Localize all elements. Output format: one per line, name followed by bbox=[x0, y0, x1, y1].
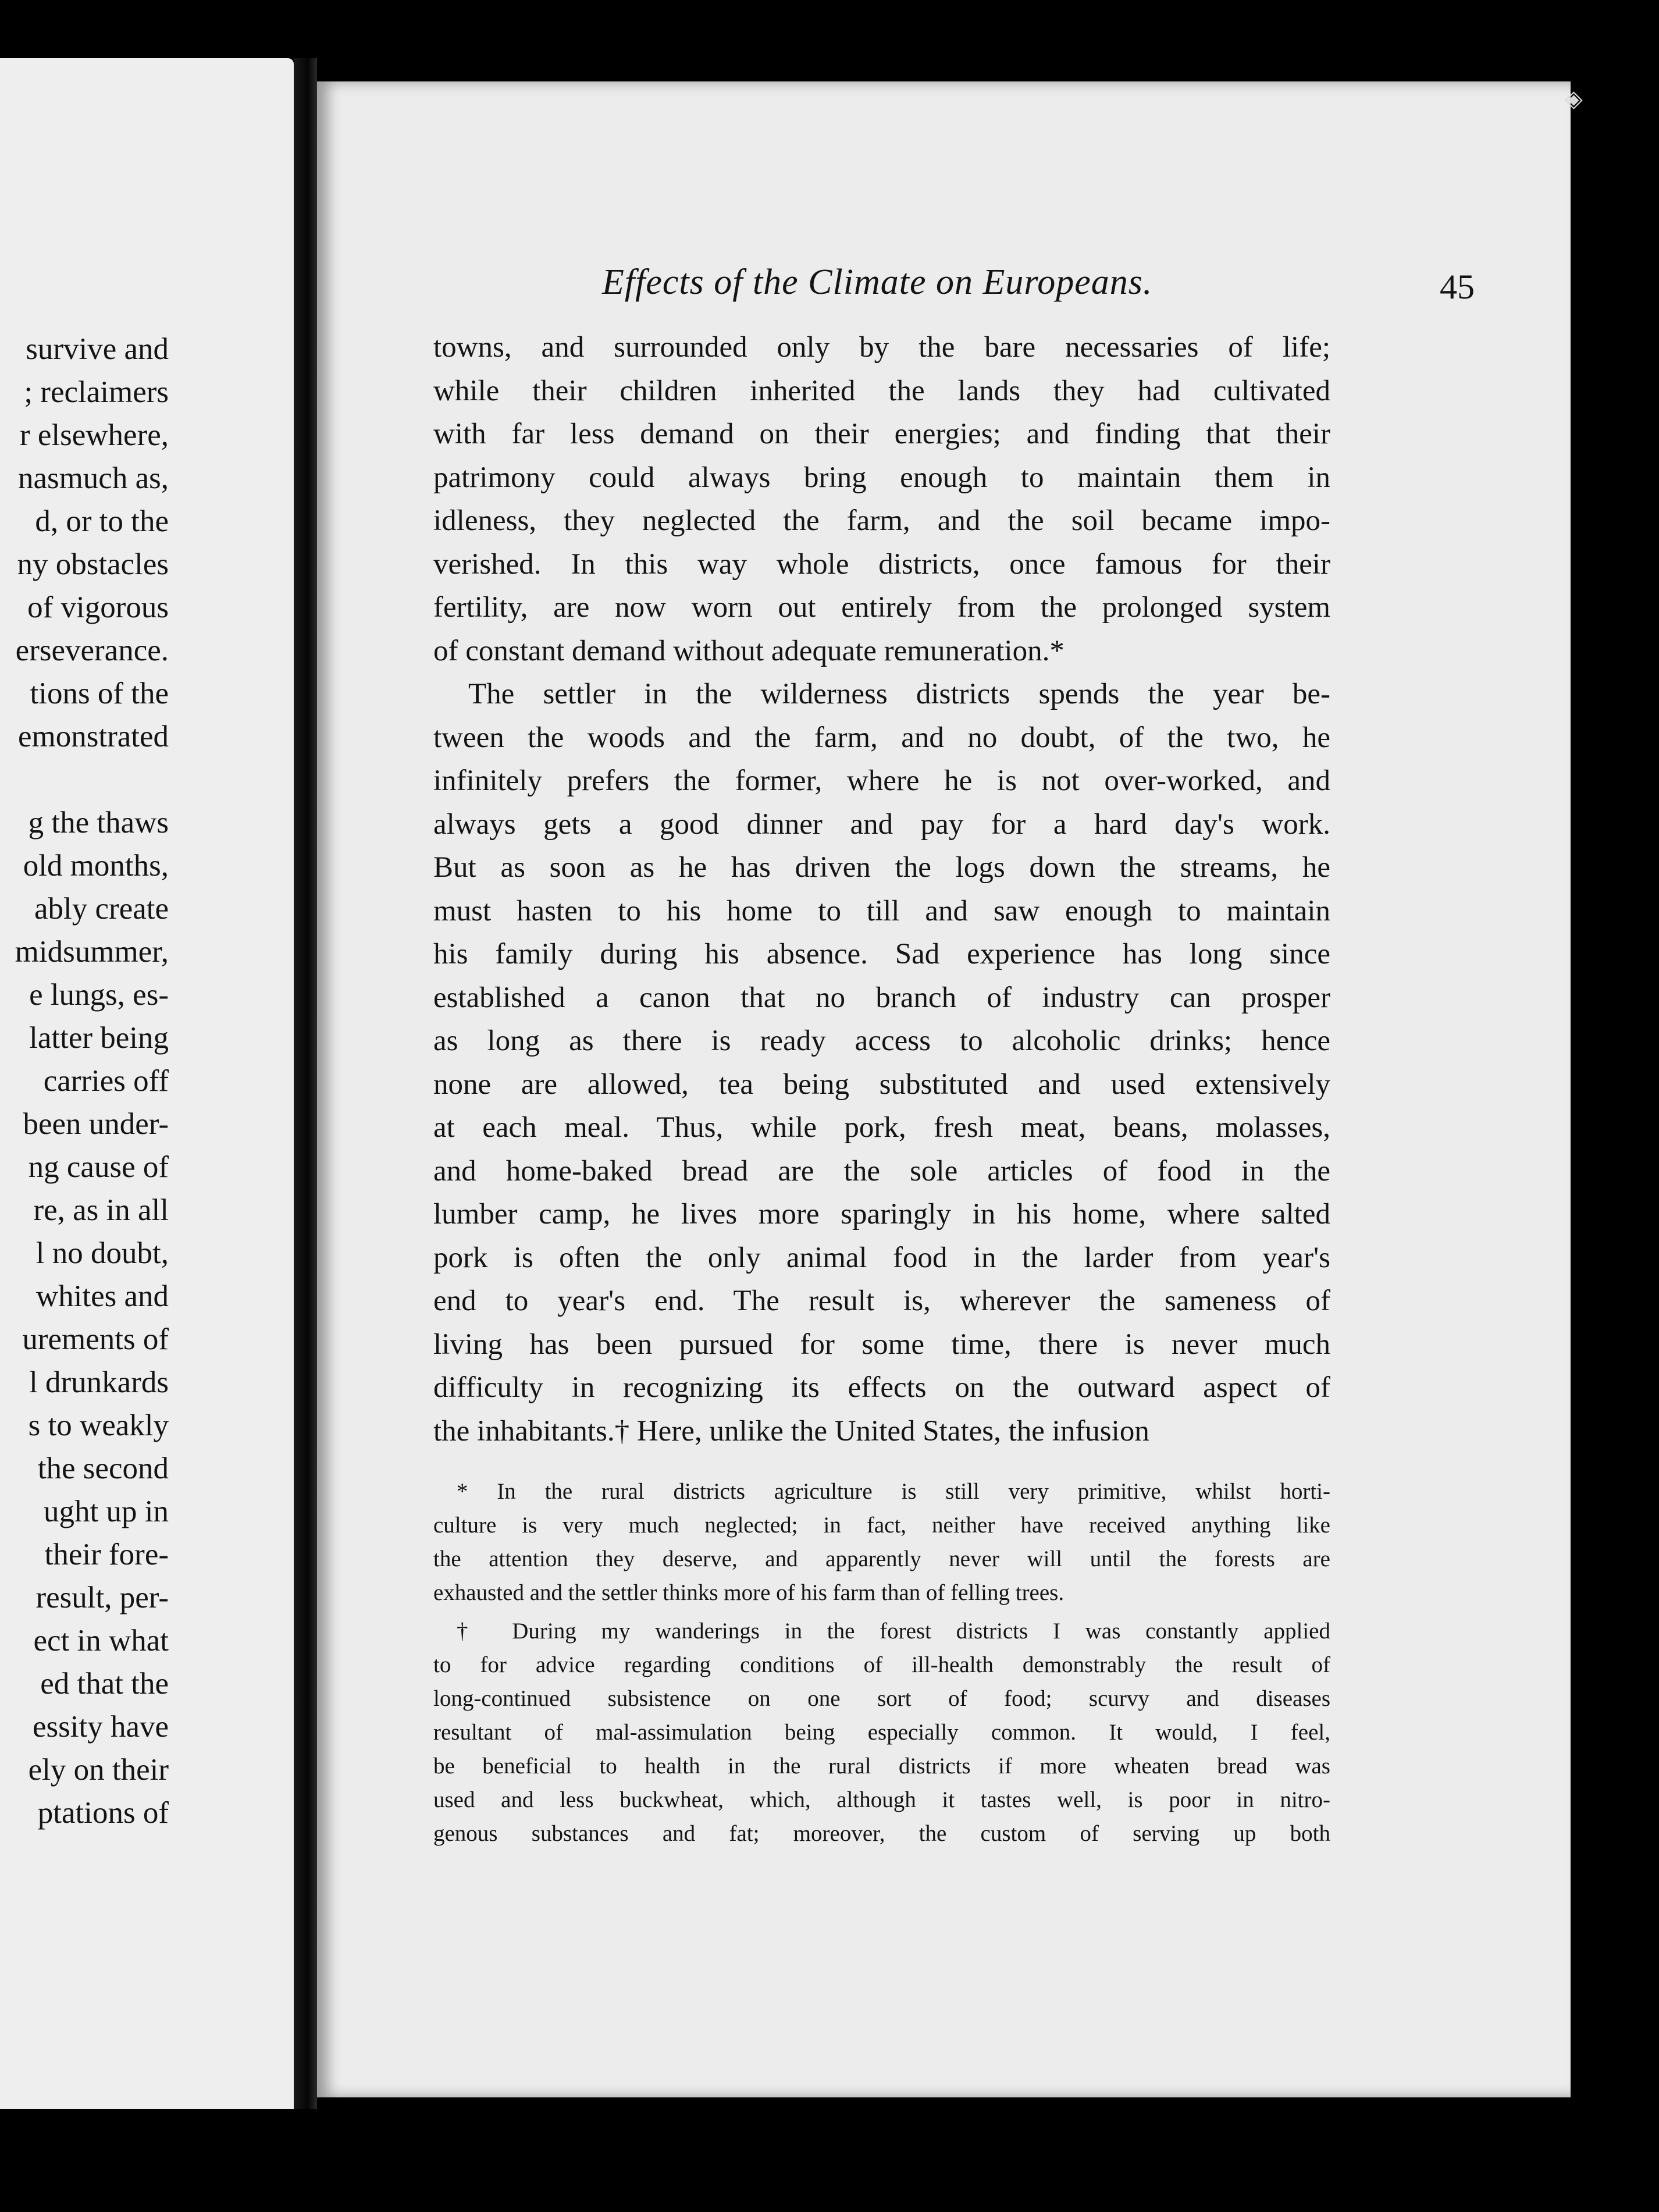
left-page-line: their fore- bbox=[44, 1538, 169, 1571]
footnote-line: used and less buckwheat, which, although it tastes well, is poor in nitro- bbox=[433, 1787, 1330, 1812]
body-line: verished. In this way whole districts, once famous for their bbox=[433, 547, 1330, 581]
left-page-line: ely on their bbox=[28, 1753, 169, 1787]
body-line: infinitely prefers the former, where he is not over-worked, and bbox=[433, 764, 1330, 797]
left-page-line: ect in what bbox=[33, 1624, 169, 1658]
left-page-line: ed that the bbox=[40, 1667, 169, 1701]
body-line: and home-baked bread are the sole articles of food in the bbox=[433, 1154, 1330, 1187]
left-page-line: latter being bbox=[29, 1021, 169, 1055]
book-gutter bbox=[294, 58, 317, 2109]
left-page-line: s to weakly bbox=[28, 1409, 169, 1442]
left-page bbox=[0, 58, 294, 2109]
body-line: none are allowed, tea being substituted and used extensively bbox=[433, 1068, 1330, 1101]
left-page-line: carries off bbox=[43, 1064, 169, 1098]
left-page-line: whites and bbox=[35, 1279, 169, 1313]
left-page-line: urements of bbox=[22, 1322, 169, 1356]
body-line: as long as there is ready access to alcoholic drinks; hence bbox=[433, 1025, 1330, 1057]
body-line: towns, and surrounded only by the bare necessaries of life; bbox=[433, 331, 1330, 364]
left-page-line: l no doubt, bbox=[35, 1236, 169, 1270]
body-line: patrimony could always bring enough to maintain them in bbox=[433, 461, 1330, 494]
left-page-line: e lungs, es- bbox=[29, 978, 169, 1012]
left-page-line: g the thaws bbox=[28, 806, 169, 840]
body-line: the inhabitants.† Here, unlike the United States, the infusion bbox=[433, 1414, 1149, 1448]
body-line: tween the woods and the farm, and no doubt, of the two, he bbox=[433, 721, 1330, 754]
footnote-line: * In the rural districts agriculture is still very primitive, whilst horti- bbox=[457, 1479, 1330, 1504]
left-page-line: been under- bbox=[23, 1107, 169, 1141]
body-line: end to year's end. The result is, wherever the sameness of bbox=[433, 1285, 1330, 1317]
left-page-line: ny obstacles bbox=[17, 547, 169, 581]
left-page-line: re, as in all bbox=[33, 1193, 169, 1227]
body-line: always gets a good dinner and pay for a hard day's work. bbox=[433, 808, 1330, 841]
left-page-line: ptations of bbox=[37, 1796, 169, 1830]
body-line: at each meal. Thus, while pork, fresh meat, beans, molasses, bbox=[433, 1111, 1330, 1144]
left-page-line: tions of the bbox=[30, 677, 169, 710]
left-page-line: midsummer, bbox=[15, 935, 169, 969]
body-line: living has been pursued for some time, there is never much bbox=[433, 1328, 1330, 1361]
body-line: The settler in the wilderness districts spends the year be- bbox=[468, 678, 1330, 710]
footnote-line: be beneficial to health in the rural districts if more wheaten bread was bbox=[433, 1754, 1330, 1779]
body-line: lumber camp, he lives more sparingly in his home, where salted bbox=[433, 1198, 1330, 1231]
left-page-line: nasmuch as, bbox=[17, 461, 169, 495]
body-line: But as soon as he has driven the logs down the streams, he bbox=[433, 851, 1330, 884]
left-page-line: ught up in bbox=[44, 1495, 169, 1528]
page-corner-mark: ◈ bbox=[1565, 86, 1583, 112]
left-page-line: old months, bbox=[23, 849, 169, 883]
left-page-line: emonstrated bbox=[17, 720, 169, 753]
footnote-line: genous substances and fat; moreover, the custom of serving up both bbox=[433, 1821, 1330, 1846]
body-line: while their children inherited the lands they had cultivated bbox=[433, 374, 1330, 407]
body-line: his family during his absence. Sad experience has long since bbox=[433, 938, 1330, 970]
body-line: fertility, are now worn out entirely from the prolonged system bbox=[433, 591, 1330, 624]
body-line: idleness, they neglected the farm, and the soil became impo- bbox=[433, 504, 1330, 537]
left-page-line: of vigorous bbox=[27, 591, 169, 624]
body-line: of constant demand without adequate remuneration.* bbox=[433, 634, 1065, 667]
footnote-line: the attention they deserve, and apparently never will until the forests are bbox=[433, 1546, 1330, 1571]
body-line: established a canon that no branch of industry can prosper bbox=[433, 981, 1330, 1014]
left-page-line: l drunkards bbox=[29, 1365, 169, 1399]
footnote-line: resultant of mal-assimulation being especially common. It would, I feel, bbox=[433, 1720, 1330, 1745]
running-title: Effects of the Climate on Europeans. bbox=[602, 262, 1153, 302]
footnote-line: exhausted and the settler thinks more of his farm than of felling trees. bbox=[433, 1580, 1065, 1605]
page-number: 45 bbox=[1440, 268, 1475, 306]
right-page bbox=[317, 81, 1571, 2097]
running-head bbox=[602, 256, 1475, 308]
left-page-line: survive and bbox=[26, 332, 169, 366]
left-page-line: d, or to the bbox=[35, 504, 169, 538]
footnote-line: culture is very much neglected; in fact, neither have received anything like bbox=[433, 1513, 1330, 1538]
left-page-line: erseverance. bbox=[15, 634, 169, 667]
body-line: pork is often the only animal food in the larder from year's bbox=[433, 1241, 1330, 1274]
left-page-line: essity have bbox=[32, 1710, 169, 1744]
footnote-line: † During my wanderings in the forest districts I was constantly applied bbox=[457, 1619, 1330, 1644]
body-line: must hasten to his home to till and saw enough to maintain bbox=[433, 894, 1330, 927]
left-page-line: ng cause of bbox=[28, 1150, 169, 1184]
left-page-line: the second bbox=[37, 1452, 169, 1485]
footnote-line: to for advice regarding conditions of ill-health demonstrably the result of bbox=[433, 1652, 1330, 1677]
body-line: difficulty in recognizing its effects on the outward aspect of bbox=[433, 1371, 1330, 1404]
left-page-line: result, per- bbox=[35, 1581, 169, 1614]
body-line: with far less demand on their energies; and finding that their bbox=[433, 418, 1330, 450]
footnote-line: long-continued subsistence on one sort of food; scurvy and diseases bbox=[433, 1686, 1330, 1711]
left-page-line: ably create bbox=[34, 892, 169, 926]
left-page-line: r elsewhere, bbox=[19, 418, 169, 452]
left-page-line: ; reclaimers bbox=[24, 375, 169, 409]
